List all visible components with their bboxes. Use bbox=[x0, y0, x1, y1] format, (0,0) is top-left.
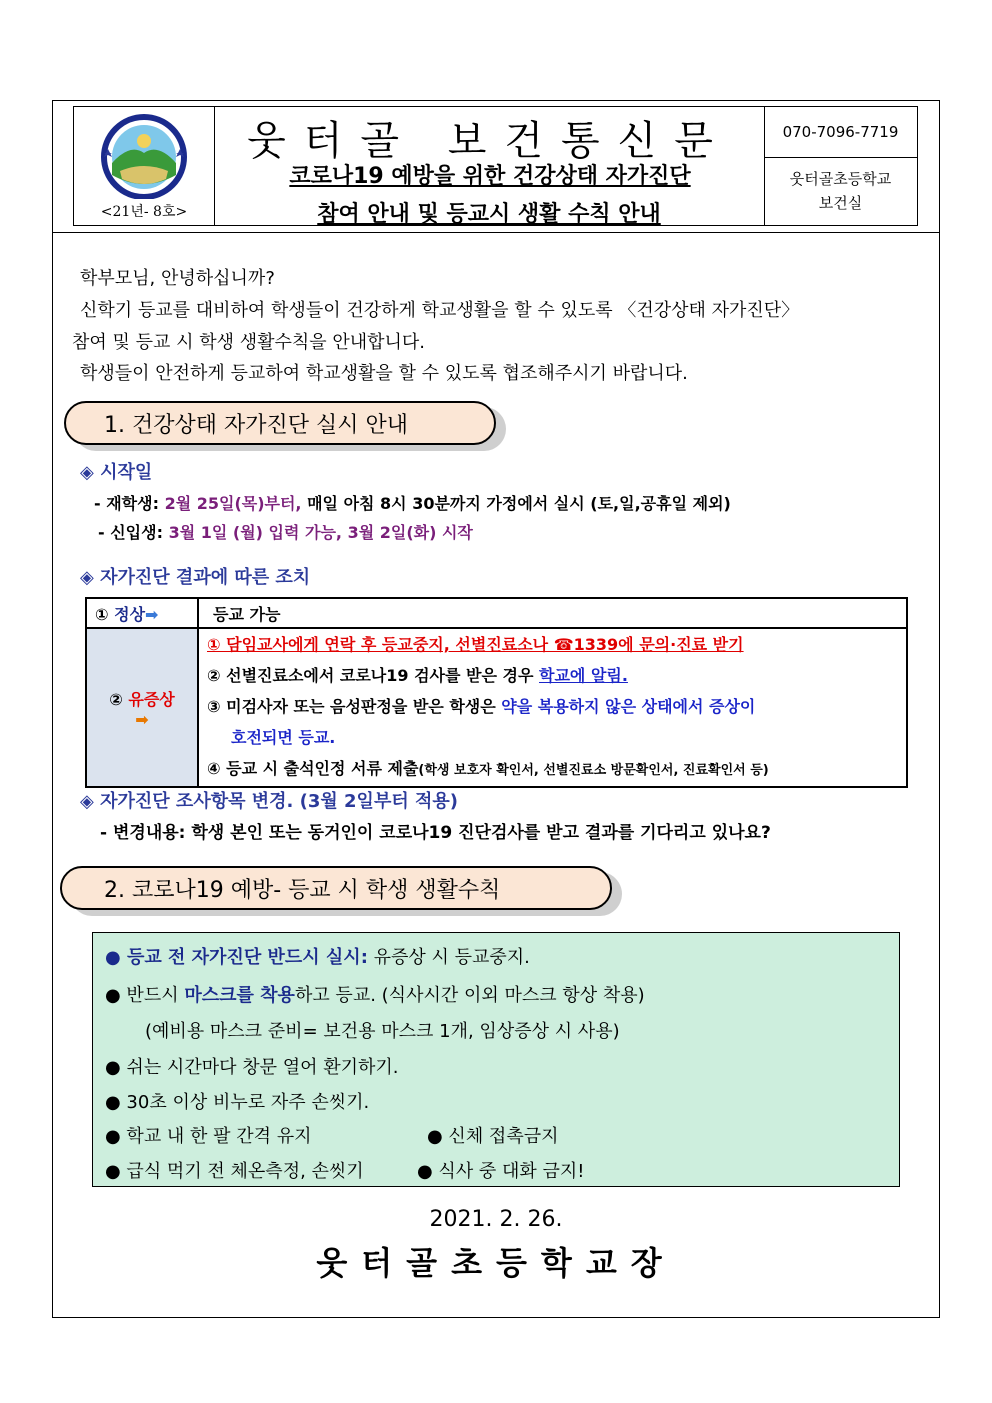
issuer bbox=[764, 157, 917, 225]
action-3-continued: 호전되면 등교. bbox=[231, 728, 336, 747]
issue-number: <21년- 8호> bbox=[100, 204, 188, 220]
section2-heading bbox=[60, 866, 612, 910]
returning-rest: 매일 아침 8시 30분까지 가정에서 실시 (토,일,공휴일 제외) bbox=[301, 494, 731, 513]
normal-num: ① bbox=[95, 604, 109, 624]
result-action-table bbox=[85, 597, 908, 788]
phone-number: 070-7096-7719 bbox=[764, 107, 917, 158]
rule-2-b: 마스크를 착용 bbox=[184, 985, 295, 1006]
title-cell bbox=[214, 107, 765, 225]
normal-label: 정상 bbox=[114, 604, 146, 624]
rule-1-bold: ● 등교 전 자가진단 반드시 실시: bbox=[105, 947, 368, 968]
subtitle-line-2: 참여 안내 및 등교시 생활 수칙 안내 bbox=[317, 202, 661, 227]
arrow-right-icon: ➡ bbox=[135, 709, 149, 729]
action-1: ① 담임교사에게 연락 후 등교중지, 선별진료소나 ☎1339에 문의·진료 받기 bbox=[207, 635, 744, 654]
notice-date: 2021. 2. 26. bbox=[429, 1207, 563, 1232]
normal-action-cell: 등교 가능 bbox=[198, 598, 907, 628]
start-date-heading: ◈ 시작일 bbox=[80, 462, 153, 483]
action-3-text: ③ 미검사자 또는 음성판정을 받은 학생은 bbox=[207, 697, 502, 716]
new-label: - 신입생: bbox=[98, 523, 169, 542]
header-table bbox=[73, 106, 918, 226]
returning-students-line bbox=[94, 491, 731, 514]
action-4 bbox=[207, 753, 898, 786]
symptom-num: ② bbox=[109, 689, 123, 709]
rule-6b: ● 식사 중 대화 금지! bbox=[417, 1161, 585, 1182]
section1-heading bbox=[64, 401, 496, 445]
intro-line-3: 학생들이 안전하게 등교하여 학교생활을 할 수 있도록 협조해주시기 바랍니다. bbox=[80, 363, 688, 384]
action-2-emphasis: 학교에 알림. bbox=[539, 666, 628, 685]
rule-2 bbox=[105, 981, 645, 1007]
rule-1-rest: 유증상 시 등교중지. bbox=[367, 947, 530, 968]
section2-title: 2. 코로나19 예방- 등교 시 학생 생활수칙 bbox=[104, 877, 501, 903]
intro-line-2: 참여 및 등교 시 학생 생활수칙을 안내합니다. bbox=[72, 332, 426, 353]
table-row-normal bbox=[86, 598, 907, 628]
change-text: - 변경내용: 학생 본인 또는 동거인이 코로나19 진단검사를 받고 결과를 기다리고 있나요? bbox=[100, 823, 771, 843]
rule-5b: ● 신체 접촉금지 bbox=[427, 1126, 559, 1147]
table-row-symptom bbox=[86, 628, 907, 787]
intro-line-1: 신학기 등교를 대비하여 학생들이 건강하게 학교생활을 할 수 있도록 〈건강상태 자가진단〉 bbox=[80, 300, 800, 321]
rule-2-sub: (예비용 마스크 준비= 보건용 마스크 1개, 임상증상 시 사용) bbox=[145, 1021, 620, 1042]
greeting: 학부모님, 안녕하십니까? bbox=[80, 268, 275, 289]
symptom-label-cell bbox=[86, 628, 198, 787]
rule-6a: ● 급식 먹기 전 체온측정, 손씻기 bbox=[105, 1161, 364, 1182]
new-students-line bbox=[98, 520, 473, 543]
rule-1 bbox=[105, 943, 530, 969]
office-name: 보건실 bbox=[818, 194, 863, 212]
rule-2-c: 하고 등교. (식사시간 이외 마스크 항상 착용) bbox=[294, 985, 645, 1006]
section1-title: 1. 건강상태 자가진단 실시 안내 bbox=[104, 412, 408, 438]
rule-4: ● 30초 이상 비누로 자주 손씻기. bbox=[105, 1092, 370, 1113]
symptom-label: 유증상 bbox=[128, 689, 175, 709]
action-2 bbox=[207, 660, 898, 691]
arrow-right-icon: ➡ bbox=[145, 604, 159, 624]
rule-3: ● 쉬는 시간마다 창문 열어 환기하기. bbox=[105, 1057, 399, 1078]
action-2-text: ② 선별진료소에서 코로나19 검사를 받은 경우 bbox=[207, 666, 539, 685]
info-cell bbox=[764, 107, 917, 225]
school-name: 웃터골초등학교 bbox=[789, 170, 892, 188]
rule-2-a: ● 반드시 bbox=[105, 985, 185, 1006]
subtitle-line-1: 코로나19 예방을 위한 건강상태 자가진단 bbox=[289, 164, 691, 189]
returning-label: - 재학생: bbox=[94, 494, 165, 513]
action-4-note: (학생 보호자 확인서, 선별진료소 방문확인서, 진료확인서 등) bbox=[418, 763, 769, 778]
rules-box bbox=[92, 932, 900, 1187]
returning-date: 2월 25일(목)부터, bbox=[164, 494, 302, 513]
rule-5a: ● 학교 내 한 팔 간격 유지 bbox=[105, 1126, 312, 1147]
action-3-emphasis: 약을 복용하지 않은 상태에서 증상이 bbox=[501, 697, 756, 716]
change-heading: ◈ 자가진단 조사항목 변경. (3월 2일부터 적용) bbox=[80, 791, 458, 812]
header-divider bbox=[53, 232, 939, 233]
action-3 bbox=[207, 691, 898, 722]
logo-cell bbox=[74, 107, 215, 225]
result-heading: ◈ 자가진단 결과에 따른 조치 bbox=[80, 567, 311, 588]
school-logo bbox=[90, 113, 198, 199]
newsletter-title: 웃터골 보건통신문 bbox=[247, 118, 731, 164]
principal-signature: 웃터골초등학교장 bbox=[316, 1244, 676, 1282]
symptom-actions-cell bbox=[198, 628, 907, 787]
action-4-text: ④ 등교 시 출석인정 서류 제출 bbox=[207, 759, 419, 778]
new-date: 3월 1일 (월) 입력 가능, 3월 2일(화) 시작 bbox=[168, 523, 473, 542]
normal-label-cell bbox=[86, 598, 198, 628]
